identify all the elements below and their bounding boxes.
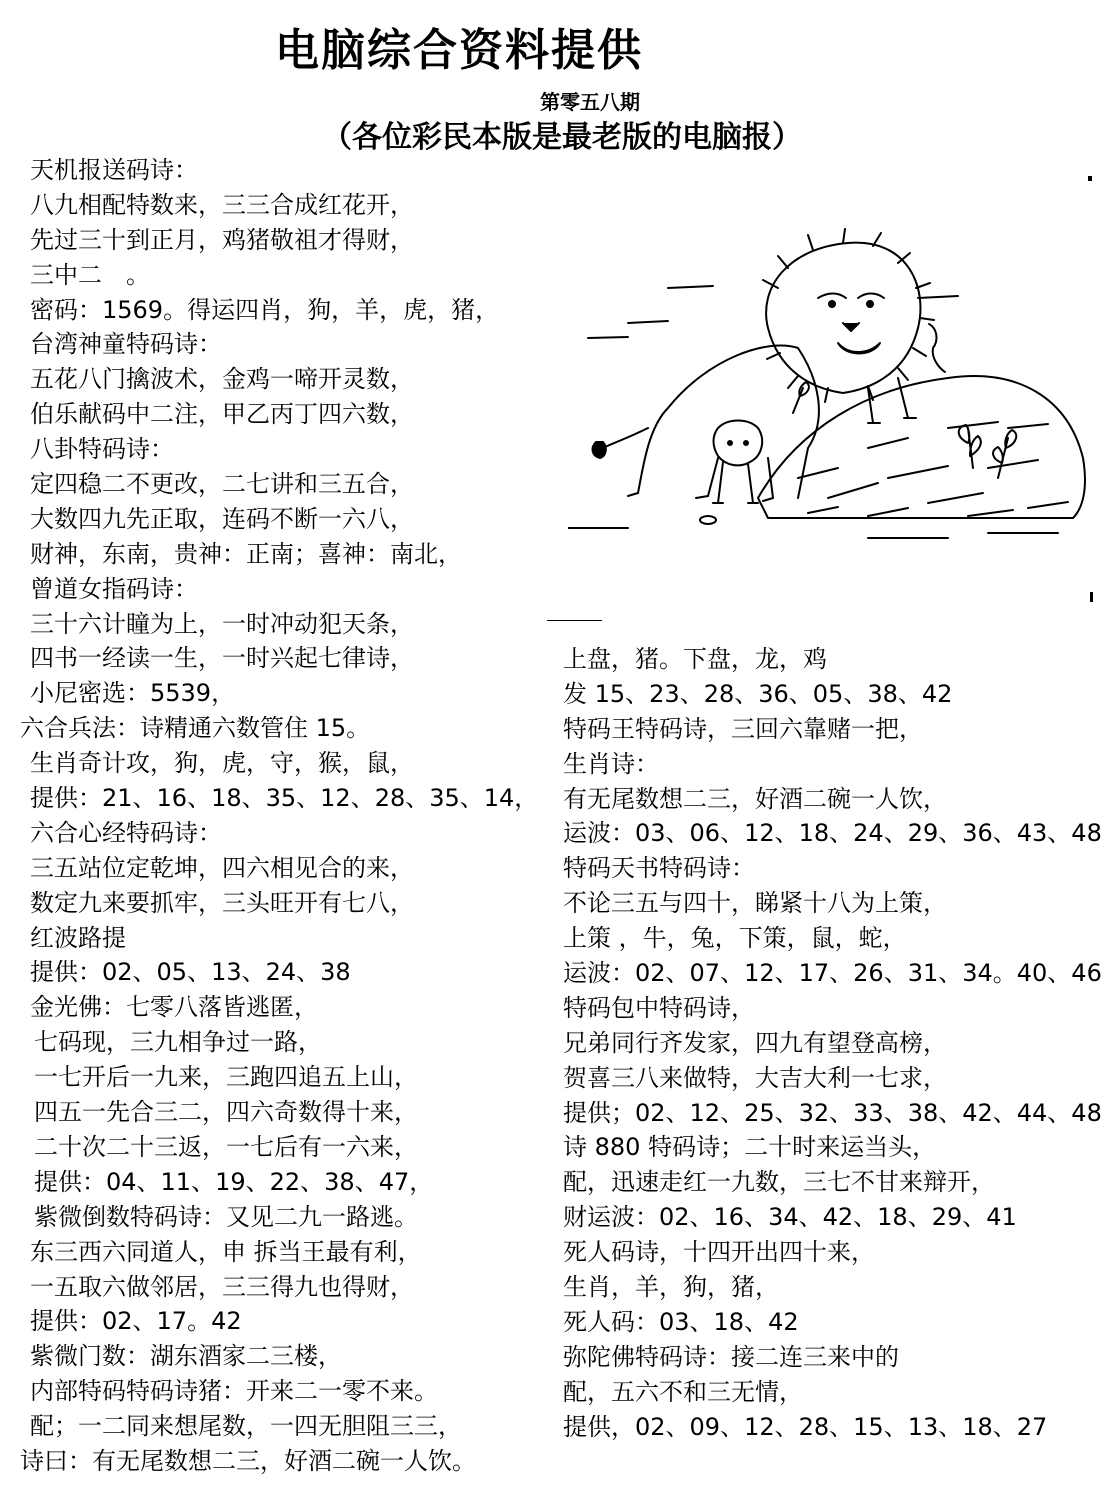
edge-mark bbox=[1090, 592, 1093, 602]
text-line: 不论三五与四十，睇紧十八为上策， bbox=[563, 889, 947, 918]
text-line: 三十六计瞳为上，一时冲动犯天条， bbox=[30, 609, 414, 638]
text-line: 台湾神童特码诗： bbox=[30, 330, 222, 359]
text-line: 金光佛：七零八落皆逃匿， bbox=[30, 993, 318, 1022]
text-line: 生肖奇计攻，狗，虎，守，猴，鼠， bbox=[30, 749, 414, 778]
text-line: 四书一经读一生，一时兴起七律诗， bbox=[30, 644, 414, 673]
text-line: 兄弟同行齐发家，四九有望登高榜， bbox=[563, 1028, 947, 1057]
text-line: 特码天书特码诗： bbox=[563, 854, 755, 883]
text-line: 密码：1569。得运四肖，狗，羊，虎，猪， bbox=[30, 295, 500, 324]
text-line: 数定九来要抓牢，三头旺开有七八， bbox=[30, 888, 414, 917]
text-line: 紫微倒数特码诗：又见二九一路逃。 bbox=[34, 1202, 418, 1231]
text-line: 贺喜三八来做特，大吉大利一七求， bbox=[563, 1063, 947, 1092]
text-line: 一七开后一九来，三跑四追五上山， bbox=[34, 1063, 418, 1092]
text-line: 八九相配特数来，三三合成红花开， bbox=[30, 190, 414, 219]
text-line: 六合兵法：诗精通六数管住 15。 bbox=[20, 714, 371, 743]
text-line: 提供：02、05、13、24、38 bbox=[30, 958, 351, 987]
divider-tick bbox=[547, 620, 602, 621]
text-line: 提供：02、17。42 bbox=[30, 1307, 242, 1336]
text-line: 小尼密选：5539， bbox=[30, 679, 236, 708]
text-line: 特码包中特码诗， bbox=[563, 993, 755, 1022]
text-line: 大数四九先正取，连码不断一六八， bbox=[30, 504, 414, 533]
text-line: 三中二 。 bbox=[30, 260, 150, 289]
text-line: 二十次二十三返，一七后有一六来， bbox=[34, 1132, 418, 1161]
text-line: 五花八门擒波术，金鸡一啼开灵数， bbox=[30, 365, 414, 394]
issue-number: 第零五八期 bbox=[540, 90, 640, 114]
text-line: 死人码：03、18、42 bbox=[563, 1307, 799, 1336]
text-line: 有无尾数想二三，好酒二碗一人饮， bbox=[563, 784, 947, 813]
right-text-column bbox=[563, 642, 1102, 1444]
page-subtitle: （各位彩民本版是最老版的电脑报） bbox=[322, 120, 802, 155]
text-line: 配，迅速走红一九数，三七不甘来辩开， bbox=[563, 1168, 995, 1197]
text-line: 先过三十到正月，鸡猪敬祖才得财， bbox=[30, 225, 414, 254]
text-line: 一五取六做邻居，三三得九也得财， bbox=[30, 1272, 414, 1301]
text-line: 发 15、23、28、36、05、38、42 bbox=[563, 679, 953, 708]
text-line: 运波：02、07、12、17、26、31、34。40、46 bbox=[563, 959, 1102, 988]
text-line: 定四稳二不更改，二七讲和三五合， bbox=[30, 470, 414, 499]
lion-illustration bbox=[568, 228, 1088, 568]
text-line: 紫微门数：湖东酒家二三楼， bbox=[30, 1342, 342, 1371]
text-line: 配；一二同来想尾数，一四无胆阻三三， bbox=[30, 1412, 462, 1441]
text-line: 提供，02、09、12、28、15、13、18、27 bbox=[563, 1412, 1048, 1441]
text-line: 弥陀佛特码诗：接二连三来中的 bbox=[563, 1342, 899, 1371]
text-line: 财神，东南，贵神：正南；喜神：南北， bbox=[30, 539, 462, 568]
text-line: 上盘，猪。下盘，龙，鸡 bbox=[563, 645, 827, 673]
text-line: 提供：04、11、19、22、38、47， bbox=[34, 1167, 434, 1196]
text-line: 生肖，羊，狗，猪， bbox=[563, 1273, 779, 1302]
text-line: 内部特码特码诗猪：开来二一零不来。 bbox=[30, 1377, 438, 1406]
text-line: 天机报送码诗： bbox=[30, 156, 198, 184]
text-line: 提供：21、16、18、35、12、28、35、14， bbox=[30, 784, 539, 813]
left-text-column bbox=[20, 153, 539, 1479]
edge-mark bbox=[1088, 176, 1092, 181]
text-line: 伯乐献码中二注，甲乙丙丁四六数， bbox=[30, 400, 414, 429]
text-line: 曾道女指码诗： bbox=[30, 574, 198, 603]
text-line: 生肖诗： bbox=[563, 749, 659, 778]
text-line: 运波：03、06、12、18、24、29、36、43、48 bbox=[563, 819, 1102, 848]
text-line: 八卦特码诗： bbox=[30, 435, 174, 464]
text-line: 死人码诗，十四开出四十来， bbox=[563, 1238, 875, 1267]
text-line: 六合心经特码诗： bbox=[30, 818, 222, 847]
text-line: 配，五六不和三无情， bbox=[563, 1377, 803, 1406]
text-line: 上策 ，牛，兔，下策，鼠，蛇， bbox=[563, 924, 907, 953]
text-line: 三五站位定乾坤，四六相见合的来， bbox=[30, 853, 414, 882]
page-title: 电脑综合资料提供 bbox=[275, 25, 643, 76]
text-line: 七码现，三九相争过一路， bbox=[34, 1028, 322, 1057]
text-line: 四五一先合三二，四六奇数得十来， bbox=[34, 1098, 418, 1127]
text-line: 诗曰：有无尾数想二三，好酒二碗一人饮。 bbox=[20, 1446, 476, 1475]
text-line: 红波路提 bbox=[30, 923, 126, 952]
text-line: 特码王特码诗，三回六靠赌一把， bbox=[563, 714, 923, 743]
text-line: 提供；02、12、25、32、33、38、42、44、48 bbox=[563, 1098, 1102, 1127]
text-line: 诗 880 特码诗；二十时来运当头， bbox=[563, 1133, 937, 1162]
text-line: 东三西六同道人，申 拆当王最有利， bbox=[30, 1237, 422, 1266]
text-line: 财运波：02、16、34、42、18、29、41 bbox=[563, 1203, 1017, 1232]
